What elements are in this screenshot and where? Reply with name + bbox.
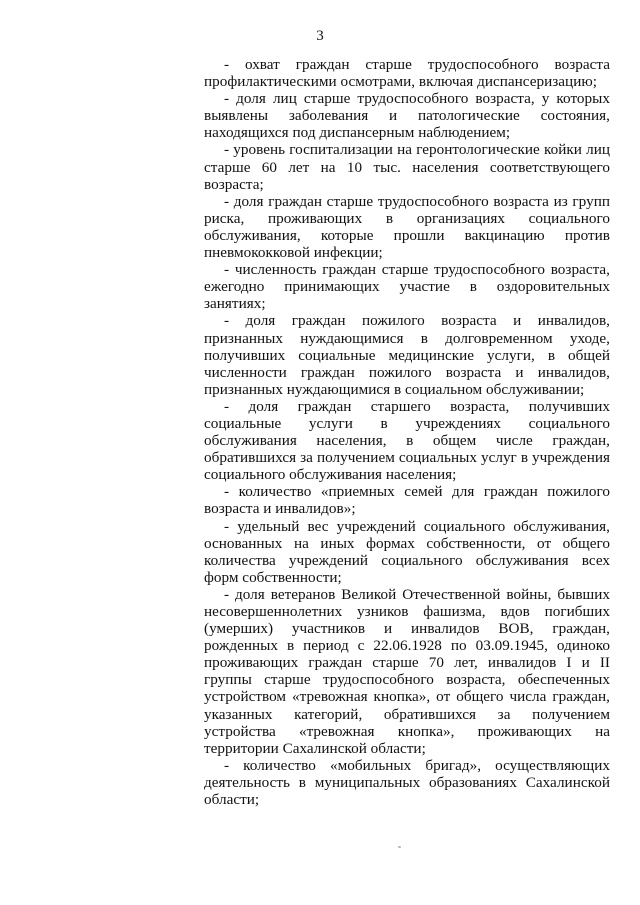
list-item: - уровень госпитализации на геронтологические койки лиц старше 60 лет на 10 тыс. населения соответствующего возраста; — [204, 141, 610, 193]
list-item: - численность граждан старше трудоспособного возраста, ежегодно принимающих участие в оздоровительных занятиях; — [204, 261, 610, 313]
list-item: - охват граждан старше трудоспособного возраста профилактическими осмотрами, включая диспансеризацию; — [204, 56, 610, 91]
list-item: - доля граждан старше трудоспособного возраста из групп риска, проживающих в организациях социального обслуживания, которые прошли вакцинацию против пневмококковой инфекции; — [204, 192, 610, 262]
list-item: - доля граждан старшего возраста, получивших социальные услуги в учреждениях социального обслуживания населения, в общем числе граждан, обратившихся за получением социальных услуг в учреждения социального обслуживания населения; — [204, 397, 610, 484]
scan-artifact — [398, 846, 401, 848]
list-item: - количество «приемных семей для граждан пожилого возраста и инвалидов»; — [204, 483, 610, 518]
list-item: - доля лиц старше трудоспособного возраста, у которых выявлены заболевания и патологические состояния, находящихся под диспансерным наблюдением; — [204, 90, 610, 142]
list-item: - удельный вес учреждений социального обслуживания, основанных на иных формах собственности, от общего количества учреждений социального обслуживания всех форм собственности; — [204, 517, 610, 586]
list-item: - количество «мобильных бригад», осуществляющих деятельность в муниципальных образованиях Сахалинской области; — [204, 756, 610, 809]
document-body — [204, 56, 610, 808]
list-item: - доля ветеранов Великой Отечественной войны, бывших несовершеннолетних узников фашизма, вдов погибших (умерших) участников и инвалидов ВОВ, граждан, рожденных в период с 22.06.1928 по 03.09.1945, одиноко проживающих граждан старше 70 лет, инвалидов I и II группы старше трудоспособного возраста, обеспеченных устройством «тревожная кнопка», от общего числа граждан, указанных категорий, обратившихся за получением устройства «тревожная кнопка», проживающих на территории Сахалинской области; — [204, 585, 610, 757]
list-item: - доля граждан пожилого возраста и инвалидов, признанных нуждающимися в долговременном уходе, получивших социальные медицинские услуги, в общей численности граждан пожилого возраста и инвалидов, признанных нуждающимися в социальном обслуживании; — [204, 312, 610, 398]
page-number: 3 — [316, 28, 324, 44]
